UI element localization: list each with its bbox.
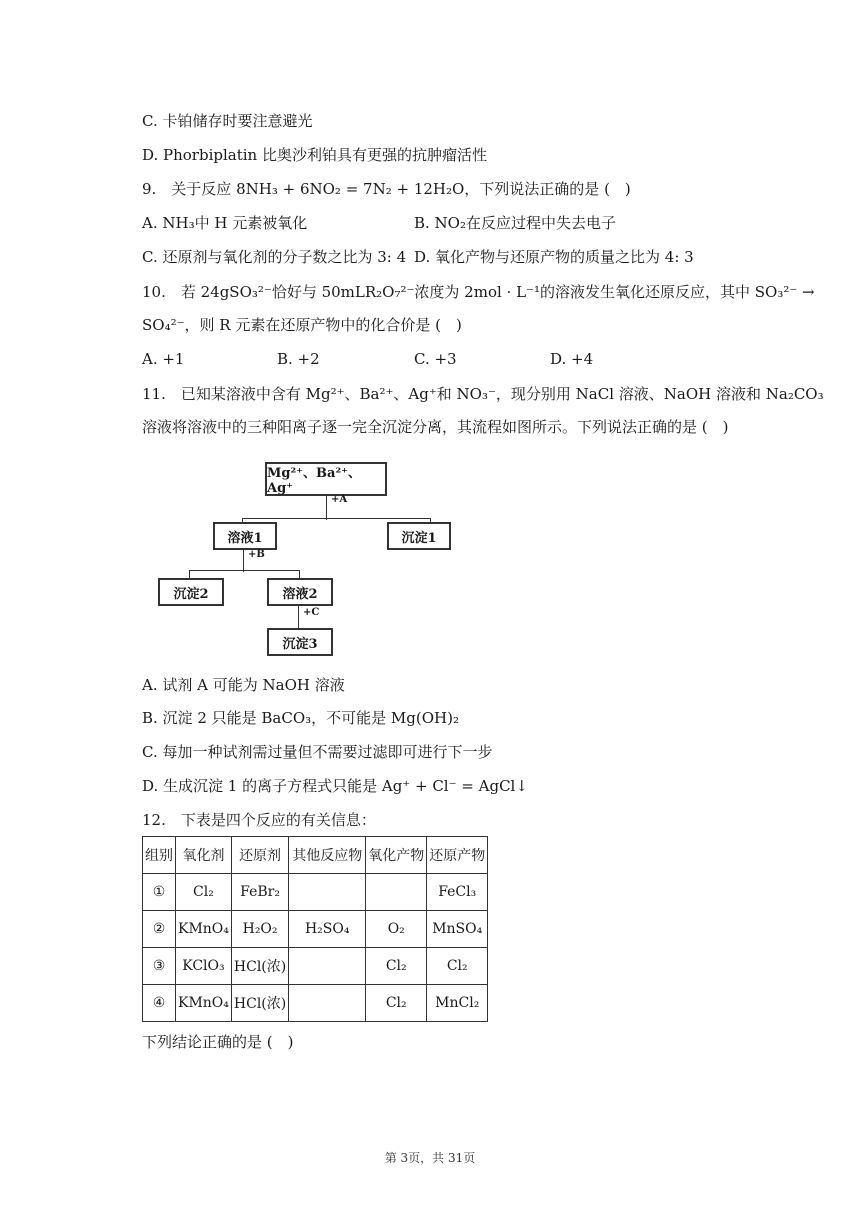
table-row: [143, 911, 488, 948]
q11-option-c: C. 每加一种试剂需过量但不需要过滤即可进行下一步: [142, 743, 493, 761]
page-footer: 第 3页，共 31页: [384, 1151, 476, 1165]
solution-1-box: 溶液1: [213, 522, 277, 550]
table-cell: HCl(浓): [231, 948, 288, 985]
table-cell: HCl(浓): [231, 985, 288, 1022]
diagram-top-box: Mg²⁺、Ba²⁺、Ag⁺: [265, 462, 387, 496]
question-9: 9. 关于反应 8NH₃ + 6NO₂ = 7N₂ + 12H₂O，下列说法正确的是 ( ): [142, 180, 631, 198]
table-header-cell: 还原剂: [231, 837, 288, 874]
precipitate-1-box: 沉淀1: [387, 522, 451, 550]
connector: [299, 570, 300, 578]
reagent-b-label: +B: [248, 549, 265, 560]
question-10-line2: SO₄²⁻，则 R 元素在还原产物中的化合价是 ( ): [142, 316, 462, 334]
table-cell: Cl₂: [176, 874, 232, 911]
table-cell: ②: [143, 911, 176, 948]
table-cell: [366, 874, 427, 911]
connector: [243, 548, 244, 572]
question-11-line2: 溶液将溶液中的三种阳离子逐一完全沉淀分离，其流程如图所示。下列说法正确的是 ( ): [142, 418, 729, 436]
table-cell: MnCl₂: [427, 985, 488, 1022]
connector: [189, 570, 299, 571]
q10-option-a: A. +1: [142, 350, 185, 368]
precipitate-2-box: 沉淀2: [158, 578, 224, 606]
q9-option-a: A. NH₃中 H 元素被氧化: [142, 214, 308, 232]
table-header-cell: 氧化剂: [176, 837, 232, 874]
q10-option-b: B. +2: [277, 350, 320, 368]
reagent-a-label: +A: [331, 494, 348, 505]
option-c-line: C. 卡铂储存时要注意避光: [142, 112, 313, 130]
table-row: [143, 985, 488, 1022]
question-12: 12. 下表是四个反应的有关信息：: [142, 811, 376, 829]
table-cell: [289, 948, 366, 985]
precipitate-3-box: 沉淀3: [267, 628, 333, 656]
table-cell: MnSO₄: [427, 911, 488, 948]
connector: [242, 518, 430, 519]
table-cell: Cl₂: [366, 985, 427, 1022]
separation-flow-diagram: [155, 458, 437, 658]
question-10-line1: 10. 若 24gSO₃²⁻恰好与 50mLR₂O₇²⁻浓度为 2mol · L⁻¹的溶液发生氧化还原反应，其中 SO₃²⁻ →: [142, 283, 815, 301]
table-header-cell: 其他反应物: [289, 837, 366, 874]
connector: [326, 494, 327, 520]
table-row: [143, 948, 488, 985]
q10-option-d: D. +4: [550, 350, 594, 368]
connector: [298, 604, 299, 628]
table-cell: O₂: [366, 911, 427, 948]
q11-option-a: A. 试剂 A 可能为 NaOH 溶液: [142, 676, 345, 694]
table-cell: ③: [143, 948, 176, 985]
table-cell: Cl₂: [366, 948, 427, 985]
reagent-c-label: +C: [303, 607, 320, 618]
reaction-info-table: [142, 836, 488, 1022]
table-cell: KClO₃: [176, 948, 232, 985]
q9-option-b: B. NO₂在反应过程中失去电子: [414, 214, 616, 232]
connector: [189, 570, 190, 578]
table-cell: FeCl₃: [427, 874, 488, 911]
table-row: [143, 874, 488, 911]
solution-2-box: 溶液2: [267, 578, 333, 606]
table-cell: ④: [143, 985, 176, 1022]
table-header-cell: 组别: [143, 837, 176, 874]
q10-option-c: C. +3: [414, 350, 457, 368]
table-cell: FeBr₂: [231, 874, 288, 911]
table-header-cell: 还原产物: [427, 837, 488, 874]
table-header-cell: 氧化产物: [366, 837, 427, 874]
table-cell: KMnO₄: [176, 985, 232, 1022]
table-cell: H₂O₂: [231, 911, 288, 948]
q9-option-d: D. 氧化产物与还原产物的质量之比为 4: 3: [414, 248, 694, 266]
table-cell: H₂SO₄: [289, 911, 366, 948]
table-cell: [289, 985, 366, 1022]
table-cell: ①: [143, 874, 176, 911]
q11-option-d: D. 生成沉淀 1 的离子方程式只能是 Ag⁺ + Cl⁻ = AgCl↓: [142, 777, 528, 795]
q11-option-b: B. 沉淀 2 只能是 BaCO₃，不可能是 Mg(OH)₂: [142, 709, 459, 727]
conclusion-line: 下列结论正确的是 ( ): [142, 1033, 294, 1051]
table-cell: Cl₂: [427, 948, 488, 985]
question-11-line1: 11. 已知某溶液中含有 Mg²⁺、Ba²⁺、Ag⁺和 NO₃⁻，现分别用 NaCl 溶液、NaOH 溶液和 Na₂CO₃: [142, 385, 824, 403]
q9-option-c: C. 还原剂与氧化剂的分子数之比为 3: 4: [142, 248, 407, 266]
table-header-row: [143, 837, 488, 874]
table-cell: [289, 874, 366, 911]
option-d-line: D. Phorbiplatin 比奥沙利铂具有更强的抗肿瘤活性: [142, 146, 487, 164]
table-cell: KMnO₄: [176, 911, 232, 948]
